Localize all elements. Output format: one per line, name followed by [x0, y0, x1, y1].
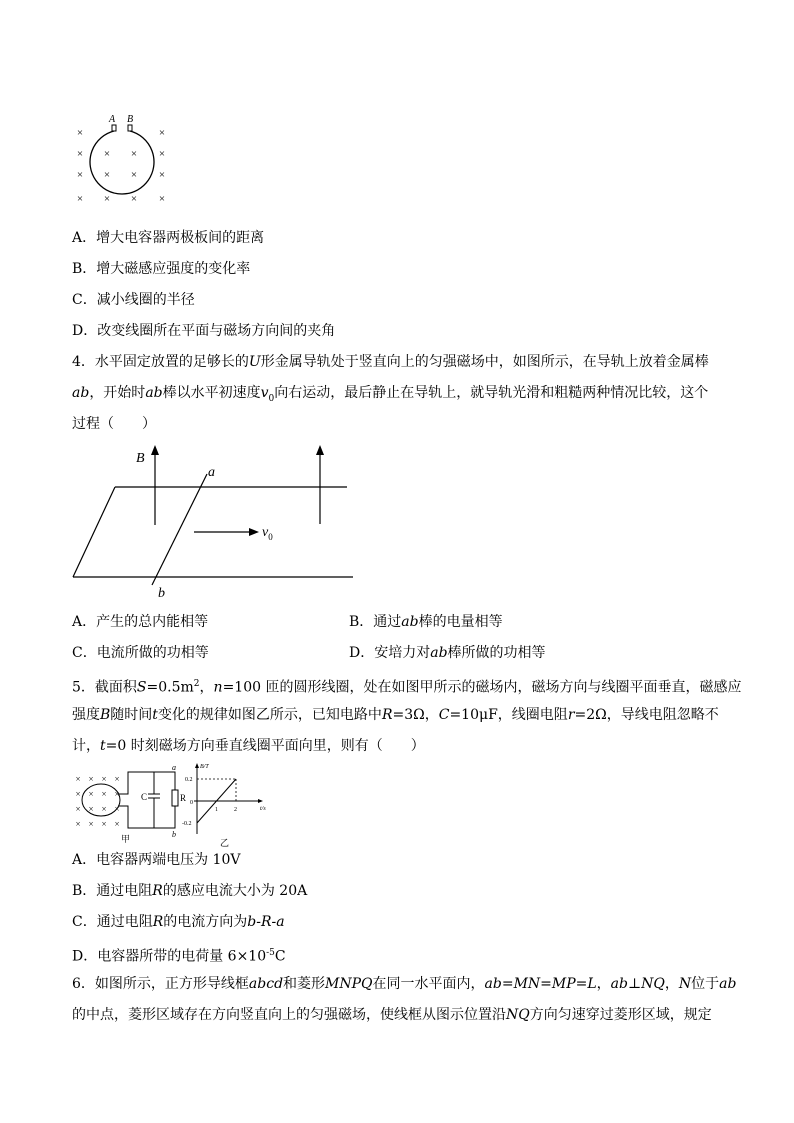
- q5-option-a: A．电容器两端电压为 10V: [72, 852, 241, 868]
- cross-mark: ×: [130, 148, 138, 160]
- rail-left: [73, 487, 115, 577]
- cross-mark: ×: [88, 774, 94, 784]
- cross-mark: ×: [158, 127, 166, 139]
- cross-mark: ×: [101, 819, 107, 829]
- cross-mark: ×: [114, 819, 120, 829]
- q6-stem-line1: 6．如图所示，正方形导线框abcd和菱形MNPQ在同一水平面内，ab=MN=MP=L，ab⊥NQ，N位于ab: [72, 976, 737, 992]
- cross-mark: ×: [114, 789, 120, 799]
- label-r: R: [180, 793, 187, 803]
- label-m02: -0.2: [182, 821, 192, 827]
- cross-mark: ×: [75, 819, 81, 829]
- q5-stem-line3: 计，t=0 时刻磁场方向垂直线圈平面向里，则有（ ）: [72, 738, 425, 754]
- cross-mark: ×: [75, 804, 81, 814]
- cross-mark: ×: [101, 774, 107, 784]
- label-c: C: [141, 792, 148, 802]
- cross-mark: ×: [103, 148, 111, 160]
- q5-option-b: B．通过电阻R的感应电流大小为 20A: [72, 883, 308, 899]
- cross-mark: ×: [130, 169, 138, 181]
- resistor: [172, 790, 178, 806]
- cross-mark: ×: [101, 789, 107, 799]
- q4-option-d: D．安培力对ab棒所做的功相等: [349, 645, 546, 661]
- label-b: b: [158, 586, 165, 601]
- q4-option-c: C．电流所做的功相等: [72, 645, 209, 661]
- label-b-axis: B/T: [200, 764, 209, 770]
- cross-mark: ×: [158, 148, 166, 160]
- q5-option-c: C．通过电阻R的电流方向为b-R-a: [72, 914, 285, 930]
- label-a: A: [108, 114, 116, 125]
- arrow-head: [151, 445, 159, 455]
- label-a: a: [172, 763, 176, 772]
- cross-mark: ×: [114, 774, 120, 784]
- arrow-head: [316, 445, 324, 455]
- q4-stem-line3: 过程（ ）: [72, 416, 156, 432]
- cross-mark: ×: [76, 148, 84, 160]
- cross-mark: ×: [103, 169, 111, 181]
- label-1: 1: [215, 807, 218, 813]
- q4-option-b: B．通过ab棒的电量相等: [349, 614, 503, 630]
- q4-option-a: A．产生的总内能相等: [72, 614, 209, 630]
- cross-mark: ×: [75, 789, 81, 799]
- coil-circle: [90, 131, 154, 194]
- label-2: 2: [234, 807, 237, 813]
- q3-coil-figure: [70, 110, 180, 210]
- q4-stem-line1: 4．水平固定放置的足够长的U形金属导轨处于竖直向上的匀强磁场中，如图所示，在导轨上放着金属棒: [72, 354, 709, 370]
- cross-mark: ×: [158, 169, 166, 181]
- arrow-head: [195, 763, 199, 768]
- cross-mark: ×: [130, 193, 138, 205]
- label-origin: 0: [190, 800, 193, 806]
- cross-mark: ×: [76, 127, 84, 139]
- cross-mark: ×: [76, 193, 84, 205]
- label-jia: 甲: [121, 834, 131, 844]
- label-02: 0.2: [185, 777, 193, 783]
- cross-mark: ×: [75, 774, 81, 784]
- q5-figure: [68, 760, 278, 848]
- q3-option-b: B．增大磁感应强度的变化率: [72, 261, 251, 277]
- label-yi: 乙: [220, 838, 230, 848]
- q3-option-a: A．增大电容器两极板间的距离: [72, 230, 265, 246]
- label-a: a: [208, 465, 215, 480]
- terminal-a: [112, 125, 116, 131]
- cross-mark: ×: [88, 804, 94, 814]
- q5-option-d: D．电容器所带的电荷量 $6\times 10^{-5}C$: [72, 948, 286, 965]
- cross-mark: ×: [114, 804, 120, 814]
- terminal-b: [128, 125, 132, 131]
- q5-stem-line2: 强度B随时间t变化的规律如图乙所示，已知电路中R=3Ω，C=10μF，线圈电阻r=2Ω，导线电阻忽略不: [72, 707, 719, 723]
- cross-mark: ×: [76, 169, 84, 181]
- arrow-head: [249, 528, 259, 536]
- q3-option-d: D．改变线圈所在平面与磁场方向间的夹角: [72, 323, 336, 339]
- cross-mark: ×: [88, 789, 94, 799]
- metal-rod: [152, 474, 207, 585]
- q4-rail-figure: [70, 440, 370, 605]
- cross-mark: ×: [103, 193, 111, 205]
- q6-stem-line2: 的中点，菱形区域存在方向竖直向上的匀强磁场，使线框从图示位置沿NQ方向匀速穿过菱形区域，规定: [72, 1007, 712, 1023]
- q3-option-c: C．减小线圈的半径: [72, 292, 195, 308]
- q4-stem-line2: ab，开始时ab棒以水平初速度$v_0$向右运动，最后静止在导轨上，就导轨光滑和粗糙两种情况比较，这个: [72, 385, 709, 404]
- label-b: b: [172, 830, 176, 839]
- cross-mark: ×: [88, 819, 94, 829]
- label-t-axis: t/s: [260, 806, 266, 812]
- label-b: B: [126, 114, 134, 125]
- arrow-head: [258, 799, 263, 803]
- label-b-field: B: [136, 451, 145, 466]
- label-v0: $v_0$: [262, 525, 273, 542]
- q5-stem-line1: 5．截面积$S=0.5m^2$，n=100 匝的圆形线圈，处在如图甲所示的磁场内，磁场方向与线圈平面垂直，磁感应: [72, 679, 742, 696]
- cross-mark: ×: [101, 804, 107, 814]
- cross-mark: ×: [158, 193, 166, 205]
